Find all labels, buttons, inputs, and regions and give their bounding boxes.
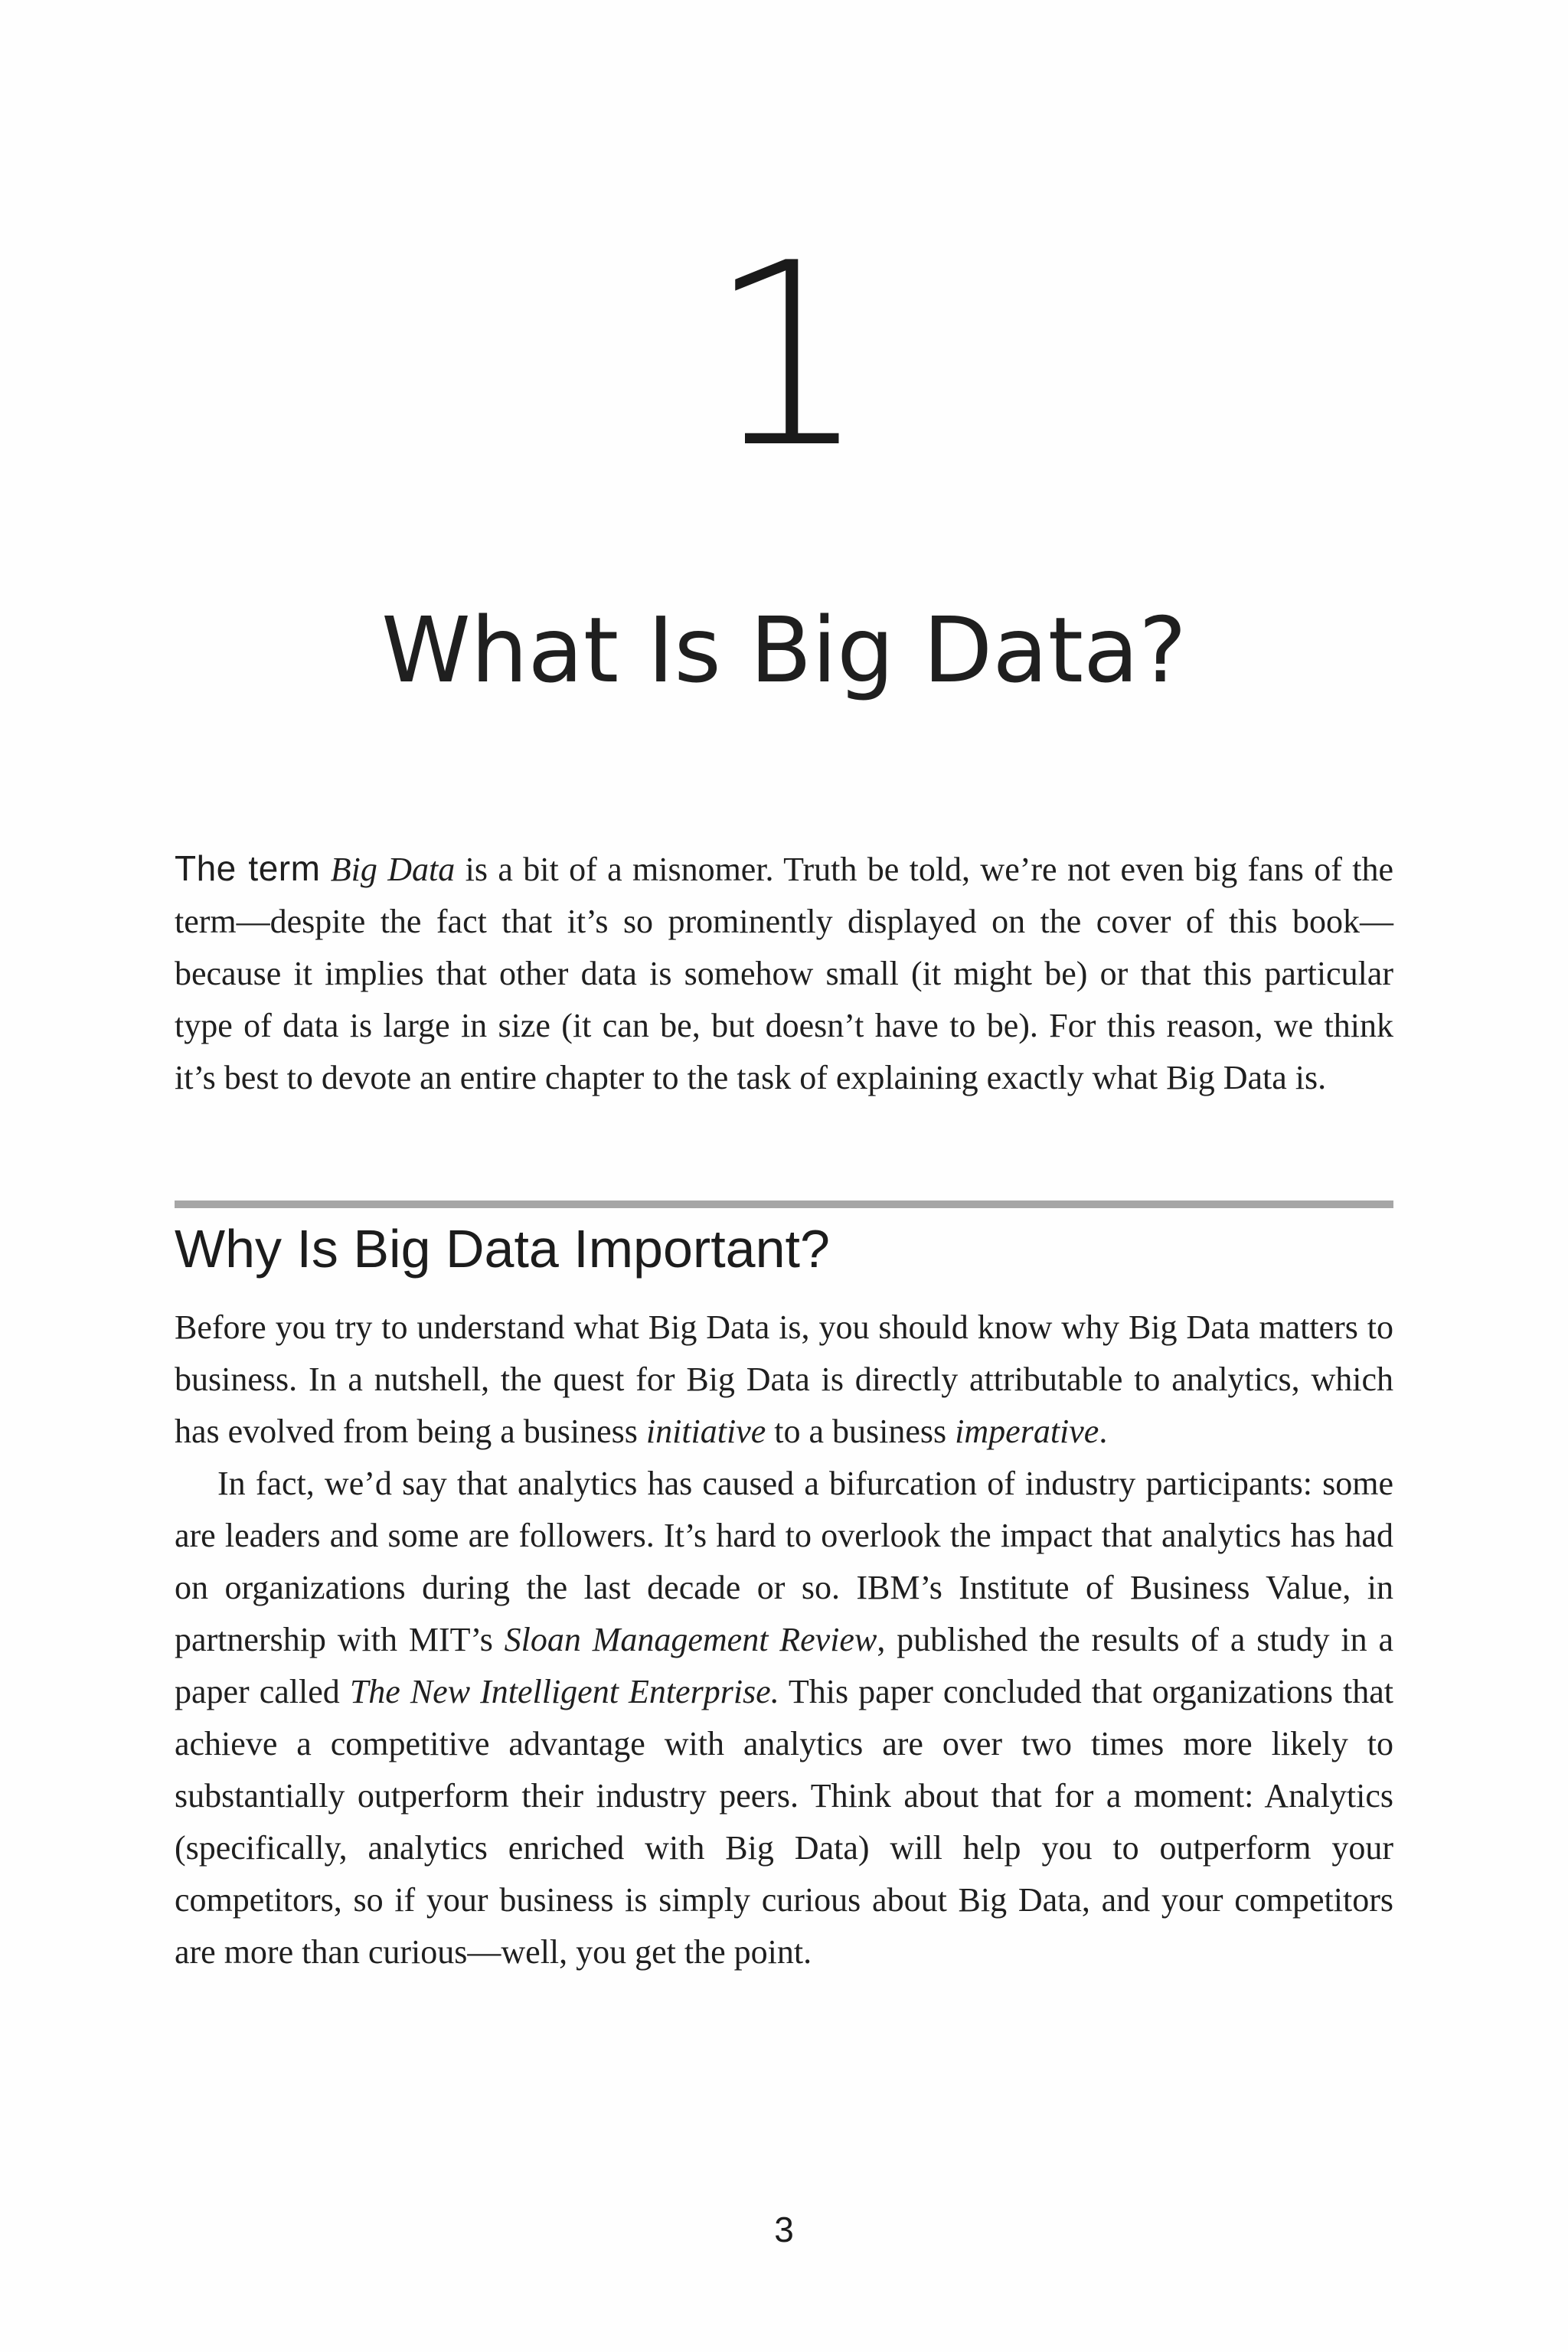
paragraph-segment-italic: initiative <box>645 1413 766 1450</box>
paragraph-segment: This paper concluded that organizations that achieve a competitive advantage with analytics are over two times more likely to substantially outperform their industry peers. Think about that for a moment: Analytics (specifically, analytics enriched with Big Data) will help you to outperform your competitors, so if your business is simply curious about Big Data, and your competitors are more than curious—well, you get the point. <box>175 1673 1394 1971</box>
paragraph-segment-italic: The New Intelligent Enterprise. <box>349 1673 779 1710</box>
section-paragraph <box>175 1302 1393 1458</box>
intro-paragraph <box>175 842 1393 1104</box>
page-number: 3 <box>774 2210 794 2249</box>
paragraph-segment-italic: imperative <box>955 1413 1099 1450</box>
chapter-title: What Is Big Data? <box>381 597 1187 704</box>
paragraph-segment: Before you try to understand what Big Data is, you should know why Big Data matters to business. In a nutshell, the quest for Big Data is directly attributable to analytics, which has evolved from being a business <box>175 1308 1393 1450</box>
lead-in-text: The term <box>175 848 321 888</box>
paragraph-segment: , published the results of a study in a paper called <box>175 1621 1393 1710</box>
section-divider <box>175 1200 1393 1208</box>
section-paragraph <box>175 1458 1393 1978</box>
paragraph-segment: . <box>1099 1413 1108 1450</box>
intro-segment: is a bit of a misnomer. Truth be told, we’re not even big fans of the term—despite the fact that it’s so prominently displayed on the cover of this book—because it implies that other data is somehow small (it might be) or that this particular type of data is large in size (it can be, but doesn’t have to be). For this reason, we think it’s best to devote an entire chapter to the task of explaining exactly what Big Data is. <box>175 851 1394 1096</box>
paragraph-segment: In fact, we’d say that analytics has caused a bifurcation of industry participants: some are leaders and some are followers. It’s hard to overlook the impact that analytics has had on organizations during the last decade or so. IBM’s Institute of Business Value, in partnership with MIT’s <box>175 1465 1393 1658</box>
section-heading: Why Is Big Data Important? <box>175 1219 830 1279</box>
intro-segment-italic: Big Data <box>330 851 456 888</box>
paragraph-segment-italic: Sloan Management Review <box>504 1621 877 1658</box>
intro-segment <box>320 851 330 888</box>
paragraph-segment: to a business <box>766 1413 956 1450</box>
chapter-number: 1 <box>707 209 861 503</box>
section-body <box>175 1302 1393 1978</box>
